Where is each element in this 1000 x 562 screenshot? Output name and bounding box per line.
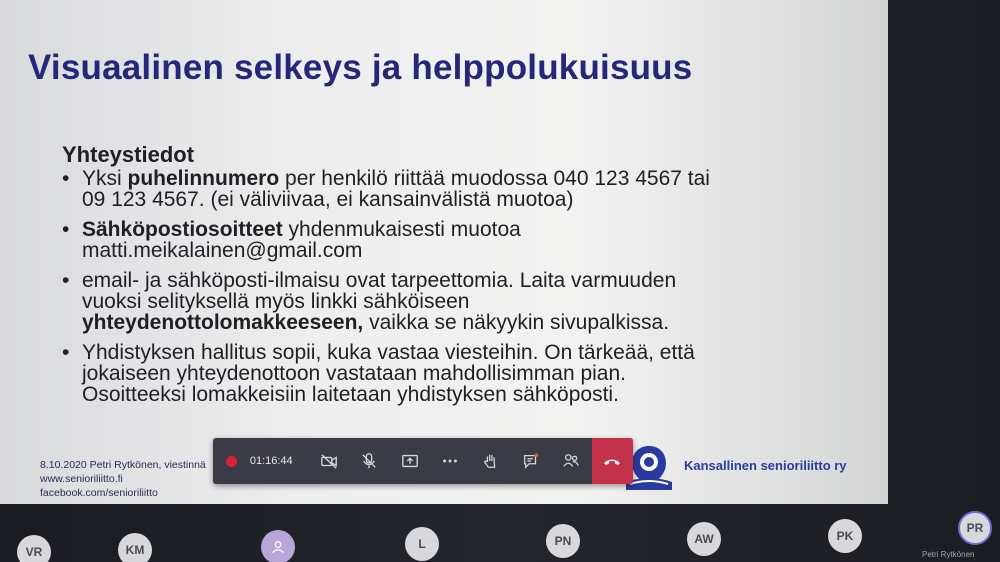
text-segment: vuoksi selityksellä myös linkki sähköiseen xyxy=(82,290,470,313)
text-segment: vaikka se näkyykin sivupalkissa. xyxy=(363,311,670,334)
participant-strip xyxy=(0,504,1000,562)
bullet-line xyxy=(82,189,852,210)
section-heading: Yhteystiedot xyxy=(62,142,195,167)
footer-facebook: facebook.com/senioriliitto xyxy=(40,487,158,499)
share-screen-icon xyxy=(401,452,419,470)
microphone-toggle-button[interactable] xyxy=(349,438,389,484)
text-segment: jokaiseen yhteydenottoon vastataan mahdollisimman pian. xyxy=(82,362,627,385)
camera-off-icon xyxy=(320,452,338,470)
chat-button[interactable] xyxy=(511,438,551,484)
leave-call-button[interactable] xyxy=(592,438,633,484)
footer-website: www.senioriliitto.fi xyxy=(40,473,123,485)
participant-avatar[interactable] xyxy=(261,530,295,562)
bullet-line xyxy=(82,168,852,189)
bullet-item xyxy=(62,219,852,261)
user-icon xyxy=(270,539,286,555)
slide-footer xyxy=(40,458,206,500)
bullet-line xyxy=(82,363,852,384)
text-segment: per henkilö riittää muodossa 040 123 4567 tai xyxy=(279,167,710,190)
participant-avatar[interactable]: KM xyxy=(118,533,152,562)
text-segment: Yksi xyxy=(82,167,128,190)
participant-name: Petri Rytkönen xyxy=(922,550,975,559)
footer-date-author: 8.10.2020 Petri Rytkönen, viestinnä xyxy=(40,459,206,471)
participants-icon xyxy=(562,452,580,470)
bullet-item xyxy=(62,342,852,405)
bold-text: Sähköpostiosoitteet xyxy=(82,218,283,241)
text-segment: yhdenmukaisesti muotoa xyxy=(282,218,521,241)
meeting-timer: 01:16:44 xyxy=(249,455,293,467)
meeting-controls-toolbar xyxy=(213,438,633,484)
slide-title: Visuaalinen selkeys ja helppolukuisuus xyxy=(28,48,693,87)
text-segment: Yhdistyksen hallitus sopii, kuka vastaa viesteihin. On tärkeää, että xyxy=(82,341,695,364)
bullet-list xyxy=(62,168,852,414)
bullet-line xyxy=(82,219,852,240)
camera-toggle-button[interactable] xyxy=(309,438,349,484)
bullet-item xyxy=(62,270,852,333)
bold-text: yhteydenottolomakkeeseen, xyxy=(82,311,364,334)
bullet-item xyxy=(62,168,852,210)
text-segment: matti.meikalainen@gmail.com xyxy=(82,239,363,262)
organization-name: Kansallinen senioriliitto ry xyxy=(684,458,847,473)
text-segment: email- ja sähköposti-ilmaisu ovat tarpeettomia. Laita varmuuden xyxy=(82,269,677,292)
share-screen-button[interactable] xyxy=(390,438,430,484)
mic-off-icon xyxy=(360,452,378,470)
participant-avatar-self[interactable]: PR xyxy=(958,511,992,545)
recording-indicator-icon xyxy=(226,456,237,467)
more-icon xyxy=(441,452,459,470)
bullet-line xyxy=(82,312,852,333)
raise-hand-icon xyxy=(482,452,500,470)
bullet-line xyxy=(82,342,852,363)
bold-text: puhelinnumero xyxy=(127,167,280,190)
raise-hand-button[interactable] xyxy=(470,438,510,484)
participant-avatar[interactable]: PK xyxy=(828,519,862,553)
chat-icon xyxy=(522,452,540,470)
bullet-line xyxy=(82,270,852,291)
bullet-line xyxy=(82,240,852,261)
participant-avatar[interactable]: PN xyxy=(546,524,580,558)
more-actions-button[interactable] xyxy=(430,438,470,484)
participants-button[interactable] xyxy=(551,438,591,484)
bullet-line xyxy=(82,291,852,312)
participant-avatar[interactable]: AW xyxy=(687,522,721,556)
participant-avatar[interactable]: VR xyxy=(17,535,51,562)
text-segment: Osoitteeksi lomakkeisiin laitetaan yhdistyksen sähköposti. xyxy=(82,383,619,406)
hang-up-icon xyxy=(602,451,622,471)
bullet-line xyxy=(82,384,852,405)
participant-avatar[interactable]: L xyxy=(405,527,439,561)
text-segment: 09 123 4567. (ei väliviivaa, ei kansainvälistä muotoa) xyxy=(82,188,574,211)
